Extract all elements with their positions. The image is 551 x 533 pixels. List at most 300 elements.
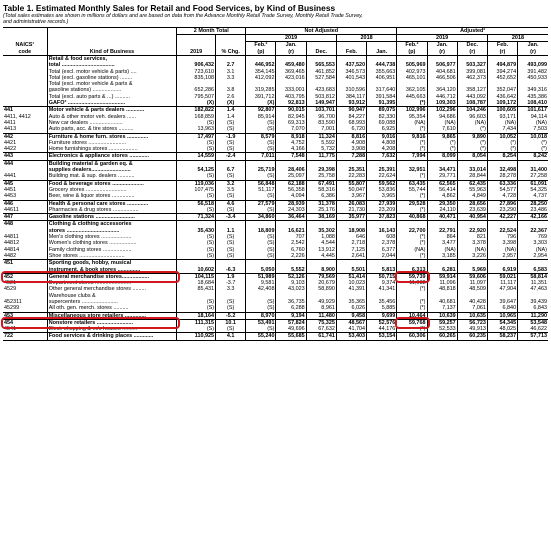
naics-code-cell: 4411 [4, 119, 16, 126]
value-cell: 646 [336, 234, 366, 240]
col-na-dec: Dec. [306, 42, 336, 56]
value-cell: 22,283 [336, 173, 366, 180]
value-cell: 404,681 [427, 69, 457, 75]
value-cell: 56,358 [276, 187, 306, 193]
feb-p-label: (p) [257, 48, 265, 55]
naics-code-cell: 44811 [4, 234, 19, 241]
value-cell: 652,286 [177, 87, 216, 93]
value-cell: 22,624 [367, 173, 397, 180]
value-cell: 35,302 [306, 228, 336, 234]
value-cell: 4.6 [216, 200, 246, 207]
value-cell: (S) [216, 253, 246, 260]
value-cell: 56,518 [177, 200, 216, 207]
value-cell: 119,036 [177, 180, 216, 187]
table-row [3, 253, 548, 260]
value-cell: 349,316 [518, 87, 548, 93]
value-cell: 317,640 [367, 87, 397, 93]
value-cell: 5,885 [367, 305, 397, 312]
value-cell: 51,117 [246, 187, 276, 193]
value-cell: (*) [397, 140, 427, 146]
value-cell: 54,125 [177, 167, 216, 173]
value-cell: (*) [457, 146, 487, 153]
value-cell: 108,787 [457, 100, 487, 107]
table-row [3, 133, 548, 140]
kind-of-business-cell: Men's clothing stores .................... [47, 234, 177, 240]
value-cell: 6,281 [427, 267, 457, 274]
value-cell: 29,398 [306, 167, 336, 173]
value-cell: 10,464 [397, 312, 427, 319]
value-cell: 10,052 [487, 133, 517, 140]
value-cell: 57,824 [276, 319, 306, 326]
value-cell [306, 221, 336, 228]
value-cell: 8,579 [246, 133, 276, 140]
value-cell: 3.1 [216, 69, 246, 75]
kind-of-business-cell: Electronics & appliance stores ............. [47, 153, 177, 160]
value-cell: 34,471 [427, 167, 457, 173]
value-cell: 6,925 [367, 126, 397, 133]
not-adjusted-header: Not Adjusted [246, 27, 397, 34]
value-cell: (S) [246, 299, 276, 305]
value-cell [306, 160, 336, 167]
value-cell: 54,345 [487, 319, 517, 326]
value-cell: 68,993 [336, 120, 366, 126]
value-cell: (S) [177, 326, 216, 333]
table-row [3, 214, 548, 221]
value-cell: 769 [518, 234, 548, 240]
table-row [3, 160, 548, 167]
value-cell: 83,590 [306, 120, 336, 126]
table-row [3, 100, 548, 107]
naics-code-cell: 4441 [4, 173, 17, 180]
value-cell: 44,176 [367, 326, 397, 333]
value-cell: 28,406 [276, 167, 306, 173]
value-cell: 28,250 [518, 200, 548, 207]
value-cell: 25,176 [306, 207, 336, 214]
value-cell: 40,954 [457, 214, 487, 221]
naics-code-cell: 4482 [4, 252, 17, 259]
value-cell: 90,947 [336, 107, 366, 114]
naics-code-cell: 4421 [4, 139, 17, 146]
value-cell: 29,350 [427, 200, 457, 207]
value-cell: 8,099 [427, 153, 457, 160]
value-cell: 8,254 [487, 153, 517, 160]
kind-of-business-cell: Auto & other motor veh. dealers ...... [47, 114, 177, 120]
naics-code-cell: 44812 [4, 240, 20, 247]
value-cell: 25,719 [246, 167, 276, 173]
value-cell: 48,509 [457, 286, 487, 292]
naics-code-cell: 4521 [4, 280, 17, 287]
value-cell [397, 56, 427, 63]
value-cell: 96,700 [306, 114, 336, 120]
value-cell: 384,117 [336, 94, 366, 100]
value-cell: 436,642 [487, 94, 517, 100]
value-cell: 403,795 [276, 94, 306, 100]
value-cell: 27,939 [367, 200, 397, 207]
value-cell: 3,185 [427, 253, 457, 260]
kind-of-business-cell: gasoline stations) ................... [47, 87, 177, 93]
naics-code-cell: 446 [3, 200, 47, 207]
value-cell: 9,458 [336, 312, 366, 319]
value-cell: 25,351 [336, 167, 366, 173]
two-month-total-header: 2 Month Total [177, 27, 246, 34]
value-cell: 4.1 [216, 333, 246, 340]
value-cell: 391,584 [367, 94, 397, 100]
value-cell: 4,166 [276, 146, 306, 153]
value-cell [216, 221, 246, 228]
value-cell: 29,771 [427, 173, 457, 180]
value-cell: 100,605 [487, 107, 517, 114]
value-cell: 50,047 [336, 187, 366, 193]
value-cell: 53,548 [518, 319, 548, 326]
value-cell: 4,849 [457, 193, 487, 200]
value-cell: (*) [397, 100, 427, 107]
value-cell: 29,528 [397, 200, 427, 207]
value-cell: 11,032 [397, 280, 427, 286]
kind-of-business-cell: total ................................... [47, 62, 177, 68]
value-cell: 505,969 [397, 62, 427, 68]
value-cell: 37,823 [367, 214, 397, 221]
value-cell: 42,166 [518, 214, 548, 221]
value-cell: 4,908 [336, 140, 366, 146]
value-cell [246, 260, 276, 267]
naics-code-cell: 452 [3, 273, 47, 280]
jan-label: Jan. [285, 42, 297, 49]
value-cell [427, 160, 457, 167]
value-cell: 63,435 [397, 180, 427, 187]
value-cell: 3,477 [427, 240, 457, 246]
value-cell: 26,083 [336, 200, 366, 207]
value-cell: (S) [246, 247, 276, 253]
value-cell: (S) [246, 140, 276, 146]
value-cell: 2.7 [216, 62, 246, 68]
value-cell: (S) [216, 120, 246, 126]
kind-of-business-cell: Total (excl. auto parts & ...) .......... [47, 94, 177, 100]
value-cell: 59,562 [367, 180, 397, 187]
value-cell: 67,491 [306, 180, 336, 187]
value-cell: (*) [397, 173, 427, 180]
value-cell [367, 160, 397, 167]
kind-of-business-cell: Retail & food services, [47, 56, 177, 63]
value-cell: 13,912 [306, 247, 336, 253]
value-cell [336, 221, 366, 228]
value-cell: 11,324 [306, 133, 336, 140]
value-cell: 352,047 [487, 87, 517, 93]
col-adj-feb [397, 42, 427, 56]
value-cell: 1.4 [216, 107, 246, 114]
value-cell: (*) [487, 146, 517, 153]
value-cell: (S) [246, 305, 276, 312]
value-cell: 20,679 [306, 280, 336, 286]
table-row [3, 273, 548, 280]
value-cell: 32,498 [487, 167, 517, 173]
value-cell: 9,103 [276, 280, 306, 286]
value-cell: 93,912 [336, 100, 366, 107]
value-cell: (NA) [427, 247, 457, 253]
value-cell: 443,092 [457, 94, 487, 100]
value-cell: (S) [216, 126, 246, 133]
value-cell: 5,813 [367, 267, 397, 274]
value-cell: 53,403 [336, 333, 366, 340]
value-cell: 40,681 [427, 299, 457, 305]
value-cell: 48,025 [487, 326, 517, 333]
value-cell: (*) [397, 126, 427, 133]
value-cell: 2,542 [276, 240, 306, 246]
value-cell: 364,120 [427, 87, 457, 93]
value-cell: 4,445 [306, 253, 336, 260]
value-cell [457, 56, 487, 63]
value-cell: 101,617 [518, 107, 548, 114]
value-cell [177, 160, 216, 167]
value-cell: 369,465 [276, 69, 306, 75]
value-cell: (NA) [457, 120, 487, 126]
naics-code-cell: 454 [3, 319, 47, 326]
value-cell [457, 221, 487, 228]
value-cell: (S) [177, 173, 216, 180]
value-cell: 462,373 [457, 75, 487, 81]
naics-code-cell [3, 267, 47, 274]
value-cell: 22,791 [427, 228, 457, 234]
value-cell: 28,939 [276, 200, 306, 207]
value-cell: (S) [216, 305, 246, 312]
value-cell: 11,351 [518, 280, 548, 286]
value-cell: 423,016 [276, 75, 306, 81]
adj-jan-label: Jan. [436, 42, 448, 49]
value-cell: 394,274 [487, 69, 517, 75]
value-cell: 55,963 [457, 187, 487, 193]
value-cell: 56,723 [457, 319, 487, 326]
value-cell [246, 56, 276, 63]
value-cell: 435,386 [518, 94, 548, 100]
kind-of-business-cell: All oth. gen. merch. stores .......... [47, 305, 177, 312]
table-row [3, 326, 548, 333]
kind-of-business-cell: Building material & garden eq. & [47, 160, 177, 167]
table-row [3, 173, 548, 180]
naics-code-cell: 44814 [4, 246, 20, 253]
value-cell: (S) [177, 140, 216, 146]
value-cell: 465,101 [397, 75, 427, 81]
value-cell: 58,890 [306, 286, 336, 292]
naics-code-cell: 4413 [4, 126, 17, 133]
value-cell: 7,061 [457, 305, 487, 312]
value-cell: 4,094 [276, 193, 306, 200]
value-cell: 11,097 [457, 280, 487, 286]
value-cell: 27,896 [487, 200, 517, 207]
kind-of-business-cell: Elect. shopping & m/o houses .......... [47, 326, 177, 333]
value-cell: 110,925 [177, 333, 216, 340]
value-cell: 6,386 [306, 193, 336, 200]
value-cell [367, 260, 397, 267]
value-cell: 7,011 [246, 153, 276, 160]
value-cell: 2,641 [336, 253, 366, 260]
value-cell: -1.9 [216, 133, 246, 140]
kind-of-business-cell: Home furnishings stores ................... [47, 146, 177, 153]
value-cell: (NA) [487, 120, 517, 126]
value-cell: (S) [216, 240, 246, 246]
naics-code-cell: 447 [3, 214, 47, 221]
value-cell: 13,963 [177, 126, 216, 133]
kind-of-business-cell: Grocery stores ........................... [47, 187, 177, 193]
value-cell: 5,050 [246, 267, 276, 274]
value-cell: 35,456 [367, 299, 397, 305]
value-cell: 6,720 [336, 126, 366, 133]
value-cell: 94,686 [427, 114, 457, 120]
col-na-jan-2018: Jan. [367, 42, 397, 56]
table-row [3, 193, 548, 200]
value-cell: 7,503 [518, 126, 548, 133]
col-adj-jan-2018 [518, 42, 548, 56]
value-cell: 85,914 [246, 114, 276, 120]
naics-code-cell: 443 [3, 153, 47, 160]
value-cell: (S) [177, 247, 216, 253]
value-cell: 10,639 [427, 312, 457, 319]
value-cell: 56,848 [246, 180, 276, 187]
value-cell: 5,732 [306, 146, 336, 153]
value-cell: 61,741 [306, 333, 336, 340]
kind-of-business-cell: Beer, wine & liquor stores ............... [47, 193, 177, 200]
value-cell: (*) [397, 234, 427, 240]
value-cell: 6.7 [216, 167, 246, 173]
naics-code-cell: 4422 [4, 146, 17, 153]
value-cell [427, 260, 457, 267]
value-cell [427, 56, 457, 63]
value-cell [336, 160, 366, 167]
value-cell: 59,606 [457, 273, 487, 280]
kind-of-business-cell: Shoe stores .............................. [47, 253, 177, 260]
value-cell [427, 221, 457, 228]
value-cell: 69,088 [367, 120, 397, 126]
value-cell: 3.8 [216, 87, 246, 93]
value-cell: 41,391 [336, 286, 366, 292]
adj-jan18-r-label: (r) [530, 48, 536, 55]
value-cell: 333,001 [276, 87, 306, 93]
value-cell: 91,395 [367, 100, 397, 107]
value-cell: 355,663 [367, 69, 397, 75]
value-cell: 23,209 [367, 207, 397, 214]
value-cell: 40,471 [427, 214, 457, 221]
value-cell: 399,081 [457, 69, 487, 75]
value-cell [216, 260, 246, 267]
kind-of-business-cell: Furniture stores ......................... [47, 140, 177, 146]
value-cell: (S) [216, 299, 246, 305]
value-cell: 4,728 [487, 193, 517, 200]
value-cell: (S) [246, 253, 276, 260]
value-cell: 9,816 [397, 133, 427, 140]
value-cell: (S) [246, 240, 276, 246]
value-cell [177, 260, 216, 267]
col-na-feb-2018: Feb. [336, 42, 366, 56]
value-cell: 51,989 [246, 273, 276, 280]
col-pct-chg: % Chg. [216, 35, 246, 56]
value-cell: 58,814 [518, 273, 548, 280]
table-row [3, 333, 548, 340]
value-cell: 8,918 [276, 133, 306, 140]
value-cell: 33,014 [457, 167, 487, 173]
kind-of-business-cell: Nonstore retailers ........................ [47, 319, 177, 326]
kind-of-business-cell: Building mat. & sup. dealers ........... [47, 173, 177, 180]
kind-of-business-cell: Department stores ........................ [47, 280, 177, 286]
value-cell: 444,738 [367, 62, 397, 68]
value-cell: 18,908 [336, 228, 366, 234]
kind-of-business-cell: supercenters ........................ [47, 299, 177, 305]
table-row [3, 153, 548, 160]
value-cell [518, 160, 548, 167]
adj-feb-label: Feb.² [405, 42, 419, 49]
kind-of-business-cell: New car dealers ...................... [47, 120, 177, 126]
value-cell: 109,172 [487, 100, 517, 107]
value-cell: 40,428 [457, 299, 487, 305]
value-cell: (*) [397, 326, 427, 333]
value-cell: 62,188 [276, 180, 306, 187]
value-cell: 52,533 [427, 326, 457, 333]
value-cell: 423,683 [306, 87, 336, 93]
value-cell: (*) [518, 146, 548, 153]
value-cell: 63,336 [487, 180, 517, 187]
adj-feb18-r-label: (r) [499, 48, 506, 55]
value-cell: 446,712 [427, 94, 457, 100]
value-cell: 31,400 [518, 167, 548, 173]
kind-of-business-cell: Total (excl. gasoline stations) ........ [47, 75, 177, 81]
value-cell: 2,954 [518, 253, 548, 260]
value-cell: 31,378 [306, 200, 336, 207]
value-cell: (S) [246, 207, 276, 214]
value-cell: 60,265 [427, 333, 457, 340]
value-cell: 53,154 [367, 333, 397, 340]
kind-of-business-cell: Family clothing stores ................... [47, 247, 177, 253]
table-row [3, 207, 548, 214]
value-cell: 89,075 [367, 107, 397, 114]
value-cell: (X) [216, 100, 246, 107]
value-cell [246, 160, 276, 167]
value-cell: 85,431 [177, 286, 216, 292]
col-2019-total: 2019 [177, 35, 216, 56]
value-cell: (S) [177, 305, 216, 312]
value-cell: 69,313 [276, 120, 306, 126]
value-cell: 6,840 [487, 305, 517, 312]
value-cell: 6,919 [487, 267, 517, 274]
value-cell [457, 160, 487, 167]
value-cell: 3,908 [336, 146, 366, 153]
naics-code-cell: 4453 [4, 193, 17, 200]
kind-header: Kind of Business [47, 27, 177, 55]
kind-of-business-cell: Health & personal care stores .............. [47, 200, 177, 207]
value-cell: 6,583 [518, 267, 548, 274]
value-cell: 92,813 [276, 100, 306, 107]
value-cell: 346,573 [336, 69, 366, 75]
value-cell: 608 [367, 234, 397, 240]
value-cell [487, 56, 517, 63]
value-cell: (*) [397, 240, 427, 246]
value-cell: 92,807 [246, 107, 276, 114]
col-na-2018: 2018 [336, 35, 396, 42]
value-cell: 503,812 [306, 94, 336, 100]
value-cell: (X) [177, 100, 216, 107]
col-adj-feb-2018 [487, 42, 517, 56]
value-cell: 7,125 [336, 247, 366, 253]
value-cell: 47,463 [518, 286, 548, 292]
table-row [3, 180, 548, 187]
kind-of-business-cell: Food services & drinking places ............. [47, 333, 177, 340]
value-cell: 3,965 [367, 193, 397, 200]
value-cell: 354,145 [246, 69, 276, 75]
value-cell: 182,822 [177, 107, 216, 114]
value-cell [487, 260, 517, 267]
value-cell: 49,929 [306, 299, 336, 305]
col-na-feb [246, 42, 276, 56]
value-cell: 796 [487, 234, 517, 240]
value-cell: 62,565 [427, 180, 457, 187]
value-cell: 8,970 [246, 312, 276, 319]
kind-of-business-cell: Warehouse clubs & [47, 293, 177, 299]
